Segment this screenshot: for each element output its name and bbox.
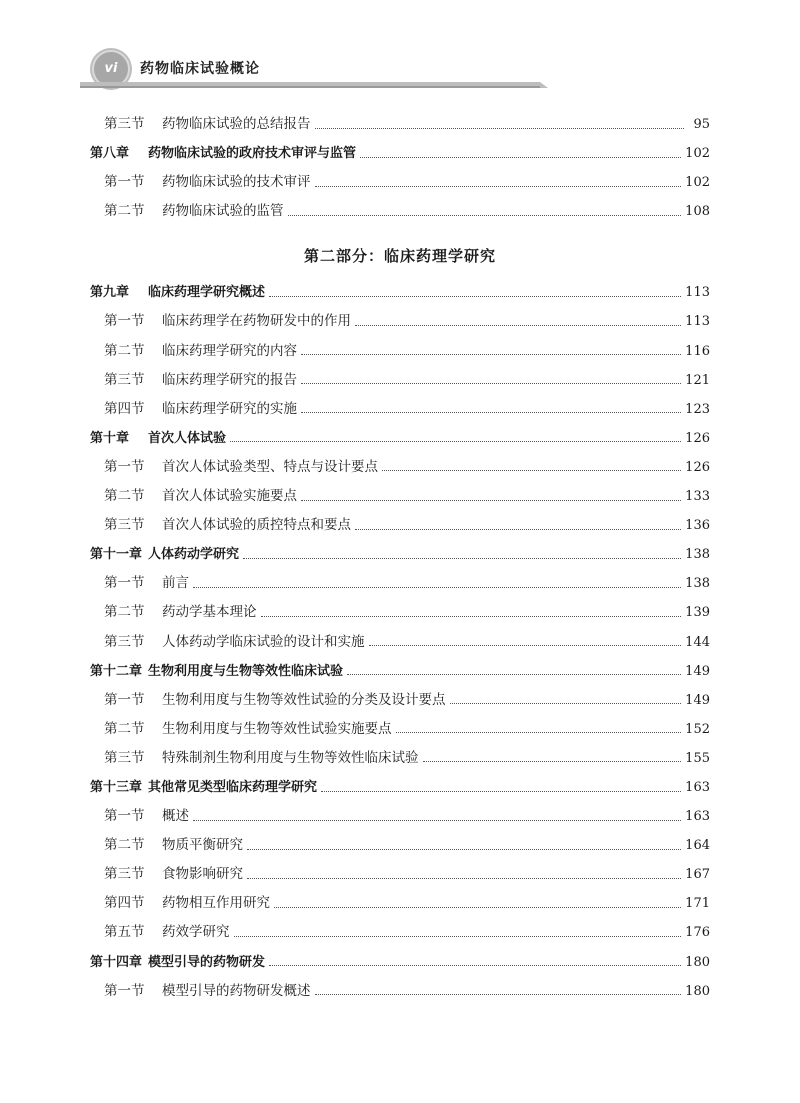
toc-section-entry[interactable] — [90, 744, 710, 773]
toc-section-entry[interactable] — [90, 715, 710, 744]
entry-number: 第一节 — [104, 982, 145, 999]
dot-leader — [288, 214, 682, 216]
entry-page-number: 138 — [685, 576, 710, 592]
toc-chapter-entry[interactable] — [90, 773, 710, 802]
entry-page-number: 133 — [685, 489, 710, 505]
toc-section-entry[interactable] — [90, 686, 710, 715]
dot-leader — [274, 906, 681, 908]
dot-leader — [301, 382, 681, 384]
entry-title: 药物临床试验的技术审评 — [162, 174, 311, 191]
entry-page-number: 180 — [685, 954, 710, 970]
entry-number: 第五节 — [104, 924, 145, 941]
dot-leader — [321, 790, 681, 792]
entry-page-number: 108 — [685, 204, 710, 220]
dot-leader — [355, 528, 681, 530]
entry-number: 第三节 — [104, 749, 145, 766]
toc-section-entry[interactable] — [90, 395, 710, 424]
dot-leader — [261, 615, 682, 617]
toc-section-entry[interactable] — [90, 366, 710, 395]
entry-page-number: 167 — [685, 867, 710, 883]
entry-title: 生物利用度与生物等效性临床试验 — [148, 663, 344, 679]
toc-chapter-entry[interactable] — [90, 424, 710, 453]
entry-number: 第二节 — [104, 488, 145, 505]
entry-title: 首次人体试验类型、特点与设计要点 — [162, 458, 378, 475]
dot-leader — [301, 411, 681, 413]
toc-section-entry[interactable] — [90, 802, 710, 831]
toc-section-entry[interactable] — [90, 337, 710, 366]
entry-number: 第一节 — [104, 313, 145, 330]
dot-leader — [315, 185, 682, 187]
toc-chapter-entry[interactable] — [90, 139, 710, 168]
entry-title: 药物临床试验的监管 — [162, 203, 284, 220]
toc-section-entry[interactable] — [90, 110, 710, 139]
entry-title: 首次人体试验 — [148, 430, 227, 446]
entry-title: 药动学基本理论 — [162, 604, 257, 621]
toc-chapter-entry[interactable] — [90, 540, 710, 569]
entry-title: 前言 — [162, 575, 189, 592]
entry-number: 第三节 — [104, 517, 145, 534]
entry-title: 临床药理学研究的内容 — [162, 342, 297, 359]
entry-page-number: 95 — [693, 117, 710, 132]
toc-section-entry[interactable] — [90, 860, 710, 889]
entry-number: 第一节 — [104, 174, 145, 191]
entry-number: 第四节 — [104, 895, 145, 912]
entry-title: 人体药动学研究 — [148, 547, 240, 563]
entry-page-number: 126 — [685, 430, 710, 446]
toc-chapter-entry[interactable] — [90, 278, 710, 307]
entry-title: 药物临床试验的政府技术审评与监管 — [148, 146, 357, 162]
entry-page-number: 149 — [685, 692, 710, 708]
toc-section-entry[interactable] — [90, 918, 710, 947]
entry-title: 生物利用度与生物等效性试验实施要点 — [162, 720, 392, 737]
entry-title: 首次人体试验实施要点 — [162, 488, 297, 505]
entry-title: 临床药理学研究的报告 — [162, 371, 297, 388]
toc-section-entry[interactable] — [90, 482, 710, 511]
entry-title: 其他常见类型临床药理学研究 — [148, 779, 318, 795]
entry-number: 第八章 — [90, 146, 130, 162]
entry-title: 临床药理学研究的实施 — [162, 400, 297, 417]
entry-number: 第三节 — [104, 116, 145, 132]
entry-page-number: 163 — [685, 809, 710, 825]
toc-chapter-entry[interactable] — [90, 948, 710, 977]
toc-section-entry[interactable] — [90, 628, 710, 657]
toc-section-entry[interactable] — [90, 511, 710, 540]
entry-page-number: 121 — [685, 372, 710, 388]
entry-page-number: 171 — [685, 896, 710, 912]
toc-section-entry[interactable] — [90, 889, 710, 918]
entry-number: 第三节 — [104, 866, 145, 883]
entry-page-number: 163 — [685, 779, 710, 795]
entry-title: 药物相互作用研究 — [162, 895, 270, 912]
dot-leader — [396, 731, 682, 733]
entry-page-number: 116 — [685, 343, 710, 359]
dot-leader — [193, 586, 681, 588]
toc-section-entry[interactable] — [90, 598, 710, 627]
entry-page-number: 164 — [685, 838, 710, 854]
dot-leader — [382, 469, 681, 471]
entry-number: 第三节 — [104, 633, 145, 650]
dot-leader — [193, 819, 681, 821]
entry-number: 第一节 — [104, 691, 145, 708]
toc-section-entry[interactable] — [90, 307, 710, 336]
dot-leader — [269, 964, 681, 966]
page-header — [0, 0, 800, 100]
toc-section-entry[interactable] — [90, 831, 710, 860]
entry-title: 首次人体试验的质控特点和要点 — [162, 517, 351, 534]
entry-number: 第十章 — [90, 430, 130, 446]
header-rule — [0, 74, 800, 90]
dot-leader — [243, 557, 681, 559]
entry-number: 第十三章 — [90, 779, 143, 795]
dot-leader — [234, 935, 682, 937]
entry-number: 第四节 — [104, 400, 145, 417]
entry-number: 第二节 — [104, 342, 145, 359]
entry-page-number: 144 — [685, 634, 710, 650]
entry-title: 临床药理学研究概述 — [148, 285, 266, 301]
entry-page-number: 155 — [685, 750, 710, 766]
entry-page-number: 138 — [685, 547, 710, 563]
entry-page-number: 149 — [685, 663, 710, 679]
entry-title: 概述 — [162, 808, 189, 825]
entry-page-number: 180 — [685, 983, 710, 999]
part-heading: 第二部分：临床药理学研究 — [303, 247, 496, 266]
entry-page-number: 102 — [685, 175, 710, 191]
dot-leader — [247, 848, 681, 850]
toc-chapter-entry[interactable] — [90, 657, 710, 686]
entry-page-number: 139 — [685, 605, 710, 621]
dot-leader — [301, 499, 681, 501]
dot-leader — [301, 353, 681, 355]
dot-leader — [315, 993, 682, 995]
entry-number: 第一节 — [104, 808, 145, 825]
dot-leader — [423, 760, 682, 762]
toc-section-entry[interactable] — [90, 453, 710, 482]
dot-leader — [230, 440, 681, 442]
toc-section-entry[interactable] — [90, 197, 710, 226]
entry-number: 第一节 — [104, 575, 145, 592]
toc-section-entry[interactable] — [90, 168, 710, 197]
entry-page-number: 113 — [685, 285, 710, 301]
entry-page-number: 152 — [685, 721, 710, 737]
toc-section-entry[interactable] — [90, 569, 710, 598]
dot-leader — [269, 295, 681, 297]
entry-title: 药效学研究 — [162, 924, 230, 941]
entry-title: 生物利用度与生物等效性试验的分类及设计要点 — [162, 691, 446, 708]
entry-title: 临床药理学在药物研发中的作用 — [162, 313, 351, 330]
entry-page-number: 102 — [685, 146, 710, 162]
table-of-contents — [90, 110, 710, 1006]
book-title: 药物临床试验概论 — [140, 61, 260, 77]
entry-page-number: 136 — [685, 518, 710, 534]
dot-leader — [315, 127, 685, 129]
entry-page-number: 123 — [685, 401, 710, 417]
dot-leader — [347, 673, 681, 675]
entry-title: 特殊制剂生物利用度与生物等效性临床试验 — [162, 749, 419, 766]
entry-number: 第十一章 — [90, 547, 143, 563]
entry-number: 第三节 — [104, 371, 145, 388]
entry-number: 第十四章 — [90, 954, 143, 970]
entry-number: 第十二章 — [90, 663, 143, 679]
entry-title: 物质平衡研究 — [162, 837, 243, 854]
entry-number: 第九章 — [90, 285, 130, 301]
dot-leader — [450, 702, 682, 704]
entry-title: 药物临床试验的总结报告 — [162, 116, 311, 132]
entry-page-number: 176 — [685, 925, 710, 941]
dot-leader — [369, 644, 682, 646]
entry-number: 第一节 — [104, 458, 145, 475]
entry-title: 食物影响研究 — [162, 866, 243, 883]
dot-leader — [360, 156, 681, 158]
page-number-badge: vi — [92, 50, 130, 88]
entry-number: 第二节 — [104, 604, 145, 621]
entry-page-number: 113 — [685, 314, 710, 330]
dot-leader — [247, 877, 681, 879]
entry-title: 模型引导的药物研发概述 — [162, 982, 311, 999]
entry-number: 第二节 — [104, 720, 145, 737]
entry-page-number: 126 — [685, 459, 710, 475]
entry-number: 第二节 — [104, 837, 145, 854]
entry-title: 模型引导的药物研发 — [148, 954, 266, 970]
entry-number: 第二节 — [104, 203, 145, 220]
toc-section-entry[interactable] — [90, 977, 710, 1006]
dot-leader — [355, 324, 681, 326]
entry-title: 人体药动学临床试验的设计和实施 — [162, 633, 365, 650]
